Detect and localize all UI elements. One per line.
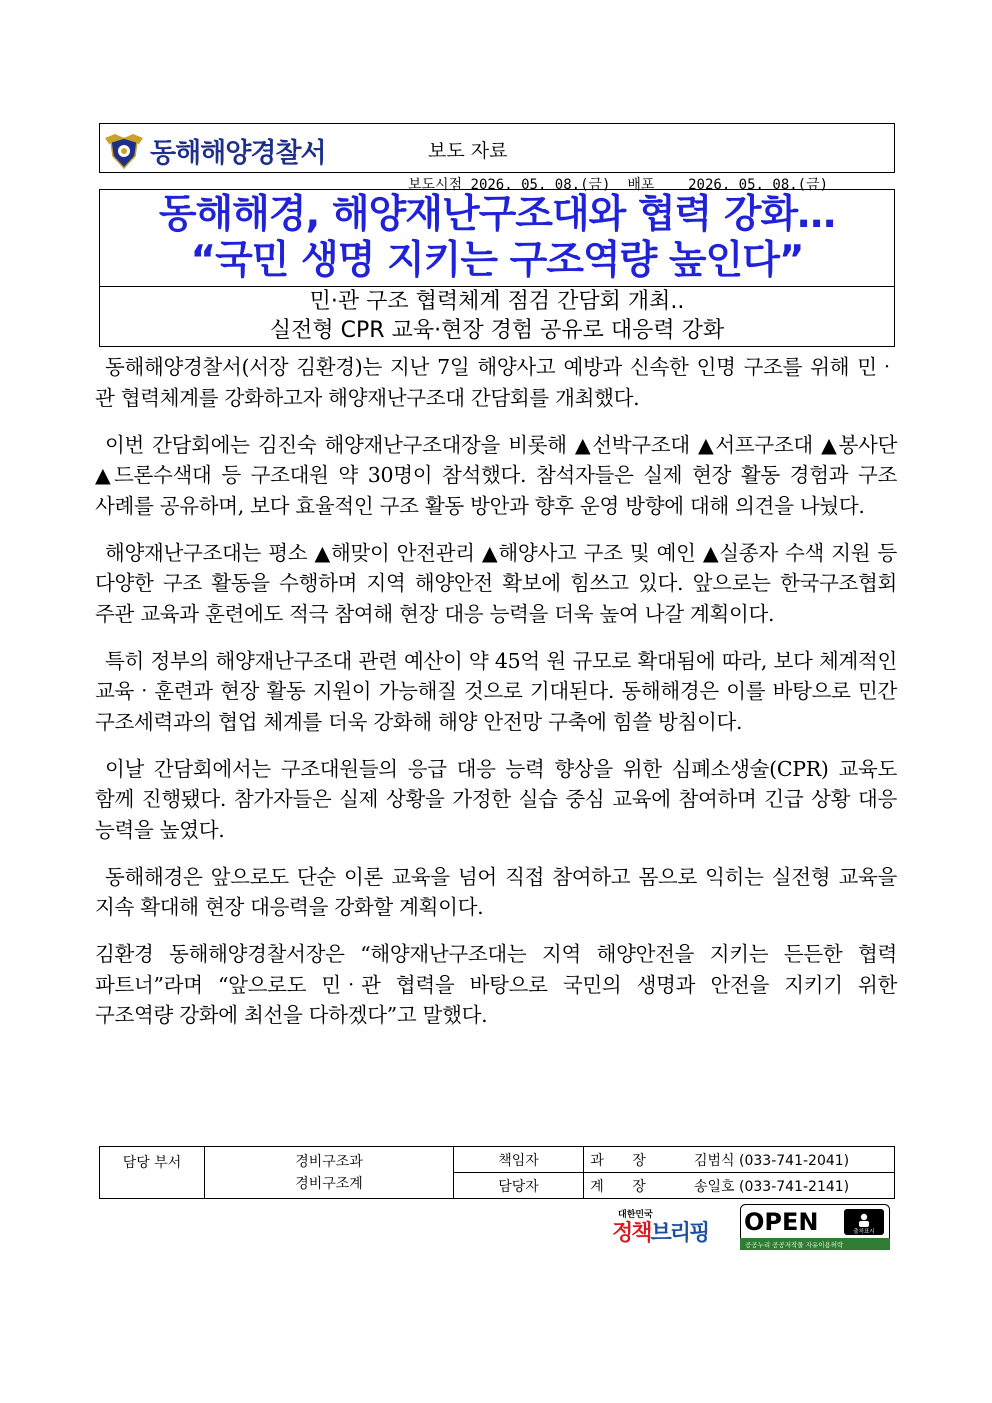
- briefing-logo-part-1: 정: [612, 1221, 632, 1246]
- role-cell: 책임자: [454, 1147, 584, 1173]
- role-cell: 담당자: [454, 1173, 584, 1199]
- article-paragraph: 이번 간담회에는 김진숙 해양재난구조대장을 비롯해 ▲선박구조대 ▲서프구조대 ▲봉사단 ▲드론수색대 등 구조대원 약 30명이 참석했다. 참석자들은 실제 현장 활동 경험과 구조 사례를 공유하며, 보다 효율적인 구조 활동 방안과 향후 운영 방향에 대해 의견을 나눴다.: [95, 432, 897, 518]
- document-type: 보도 자료: [428, 140, 508, 162]
- headline-line-1: 동해해경, 해양재난구조대와 협력 강화…: [158, 192, 836, 237]
- open-license-logo: [740, 1204, 890, 1250]
- article-paragraph-quote: 김환경 동해해양경찰서장은 “해양재난구조대는 지역 해양안전을 지키는 든든한 협력 파트너”라며 “앞으로도 민‧관 협력을 바탕으로 국민의 생명과 안전을 지키기 위한 구조역량 강화에 최선을 다하겠다”고 말했다.: [95, 942, 897, 1027]
- headline-line-2: “국민 생명 지키는 구조역량 높인다”: [190, 238, 804, 283]
- article-paragraph: 해양재난구조대는 평소 ▲해맞이 안전관리 ▲해양사고 구조 및 예인 ▲실종자 수색 지원 등 다양한 구조 활동을 수행하며 지역 해양안전 확보에 힘쓰고 있다. 앞으로는 한국구조협회 주관 교육과 훈련에도 적극 참여해 현장 대응 능력을 더욱 높여 나갈 계획이다.: [95, 540, 897, 626]
- article-body: [95, 352, 897, 1047]
- subheadline-line-2: 실전형 CPR 교육·현장 경험 공유로 대응력 강화: [269, 318, 725, 343]
- coast-guard-emblem-icon: [103, 128, 145, 170]
- briefing-logo-text: [612, 1216, 708, 1247]
- subheadline-line-1: 민·관 구조 협력체계 점검 간담회 개최..: [309, 289, 685, 314]
- release-date-line: 보도시점 2026. 05. 08.(금) 배포 2026. 05. 08.(금): [408, 177, 829, 193]
- person-icon: [861, 1214, 867, 1220]
- article-paragraph: 특히 정부의 해양재난구조대 관련 예산이 약 45억 원 규모로 확대됨에 따라, 보다 체계적인 교육‧훈련과 현장 활동 지원이 가능해질 것으로 기대된다. 동해해경은 이를 바탕으로 민간 구조세력과의 협업 체계를 더욱 강화해 해양 안전망 구축에 힘쓸 방침이다.: [95, 648, 897, 734]
- table-row: [100, 1147, 895, 1173]
- article-paragraph: 이날 간담회에서는 구조대원들의 응급 대응 능력 향상을 위한 심폐소생술(CPR) 교육도 함께 진행됐다. 참가자들은 실제 상황을 가정한 실습 중심 교육에 참여하며 긴급 상황 대응 능력을 높였다.: [95, 756, 897, 842]
- briefing-logo-top: 대한민국: [618, 1210, 653, 1220]
- agency-name: 동해해양경찰서: [150, 138, 326, 169]
- position-cell: 계 장: [584, 1173, 665, 1199]
- headline-box: [99, 189, 895, 287]
- open-badge-text: 출처표시: [853, 1229, 875, 1235]
- dept-label-cell: 담당 부서: [100, 1147, 205, 1199]
- position-cell: 과 장: [584, 1147, 665, 1173]
- dept-name: 경비구조과: [295, 1153, 363, 1170]
- briefing-logo-part-2: 책: [631, 1221, 651, 1246]
- open-sub-text: 공공누리 공공저작물 자유이용허락: [745, 1241, 844, 1249]
- article-paragraph: 동해해양경찰서(서장 김환경)는 지난 7일 해양사고 예방과 신속한 인명 구조를 위해 민‧관 협력체계를 강화하고자 해양재난구조대 간담회를 개최했다.: [95, 355, 897, 410]
- subheadline-box: [99, 287, 895, 347]
- briefing-logo-part-3: 브리핑: [650, 1221, 709, 1246]
- person-cell: 송일호 (033-741-2141): [664, 1173, 895, 1199]
- team-name: 경비구조계: [295, 1175, 363, 1192]
- dept-cell: [205, 1147, 454, 1199]
- article-paragraph: 동해해경은 앞으로도 단순 이론 교육을 넘어 직접 참여하고 몸으로 익히는 실전형 교육을 지속 확대해 현장 대응력을 강화할 계획이다.: [95, 864, 897, 919]
- person-cell: 김범식 (033-741-2041): [664, 1147, 895, 1173]
- open-logo-text: OPEN: [744, 1208, 819, 1236]
- contact-table: [99, 1146, 895, 1199]
